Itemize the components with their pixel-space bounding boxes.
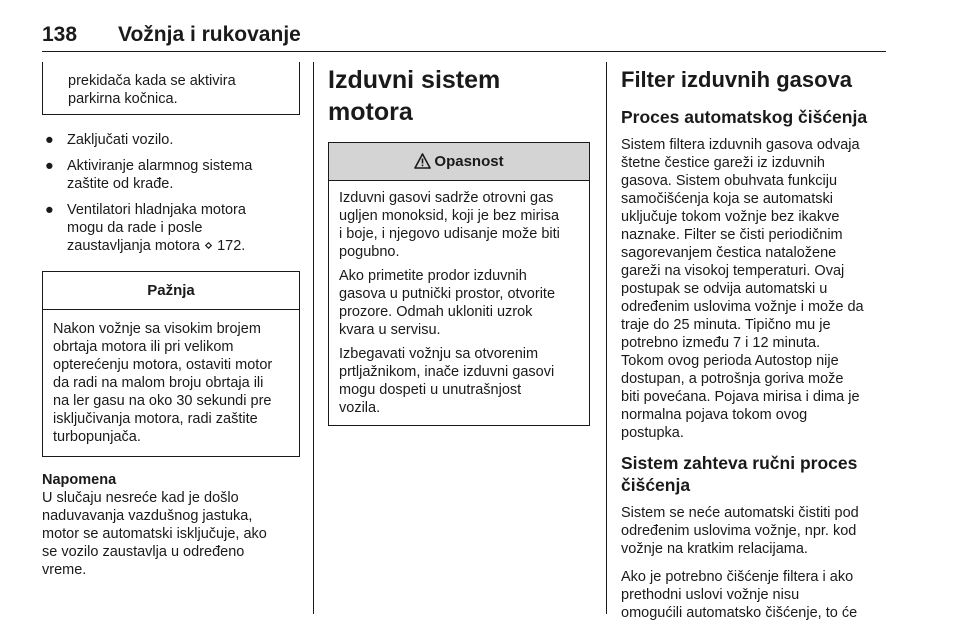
text-line: Ako je potrebno čišćenje filtera i ako	[621, 569, 854, 585]
text-line: određenim uslovima vožnje, npr. kod	[621, 523, 857, 539]
text-line: prozore. Odmah ukloniti uzrok	[339, 304, 533, 320]
text-line: zaustavljanja motora ⋄ 172.	[67, 238, 246, 254]
danger-box	[328, 142, 590, 426]
list-item	[42, 131, 300, 149]
text-line: vožnje na kratkim relacijama.	[621, 541, 808, 557]
note-title: Napomena	[42, 472, 117, 488]
text-line: isključivanja motora, radi zaštite	[53, 411, 258, 427]
header-rule	[42, 51, 886, 52]
text-line: čišćenja	[621, 475, 691, 495]
text-line: mogu dospeti u unutrašnjost	[339, 382, 522, 398]
text-line: gareži na visokoj temperaturi. Ovaj	[621, 263, 845, 279]
text-line: prekidača kada se aktivira	[68, 73, 236, 89]
page-number: 138	[42, 23, 78, 46]
text-line: prtljažnikom, inače izduvni gasovi	[339, 364, 555, 380]
text-line: naznake. Filter se čisti periodičnim	[621, 227, 843, 243]
text-line: gasova. Sistem obuhvata funkciju	[621, 173, 838, 189]
column-right	[621, 62, 889, 632]
caution-body	[43, 310, 299, 456]
bullet-icon: ●	[45, 132, 54, 148]
text-line: vreme.	[42, 562, 87, 578]
text-line: postupka.	[621, 425, 684, 441]
text-line: zaštite od krađe.	[67, 176, 174, 192]
text-line: vozila.	[339, 400, 381, 416]
text-line: da radi na malom broju obrtaja ili	[53, 375, 264, 391]
text-line: parkirna kočnica.	[68, 91, 178, 107]
text-line: gasova u putnički prostor, otvorite	[339, 286, 556, 302]
column-divider	[606, 62, 607, 614]
column-left	[42, 62, 300, 579]
text-line: Sistem filtera izduvnih gasova odvaja	[621, 137, 860, 153]
text-line: opterećenju motora, ostaviti motor	[53, 357, 273, 373]
section-heading: Izduvni sistem motora	[328, 66, 501, 126]
text-line: potrebno između 7 i 12 minuta.	[621, 335, 821, 351]
text-line: Izbegavati vožnju sa otvorenim	[339, 346, 539, 362]
text-line: obrtaja motora ili pri velikom	[53, 339, 234, 355]
text-line: biti povećana. Pojava mirisa i dima je	[621, 389, 860, 405]
text-line: na ler gasu na oko 30 sekundi pre	[53, 393, 272, 409]
text-line: uključuje tokom vožnje bez ikakve	[621, 209, 840, 225]
text-line: prethodni uslovi vožnje nisu	[621, 587, 800, 603]
running-title: Vožnja i rukovanje	[118, 23, 301, 46]
text-line: normalna pojava tokom ovog	[621, 407, 808, 423]
danger-header	[329, 143, 589, 181]
text-line: ugljen monoksid, koji je bez mirisa	[339, 208, 560, 224]
paragraph	[621, 568, 889, 622]
text-line: se vozilo zaustavlja u određeno	[42, 544, 245, 560]
text-line: omogućili automatsko čišćenje, to će	[621, 605, 858, 621]
text-line: samočišćenja koja se automatski	[621, 191, 833, 207]
text-line: turbopunjača.	[53, 429, 141, 445]
text-line: U slučaju nesreće kad je došlo	[42, 490, 239, 506]
bullet-icon: ●	[45, 158, 54, 174]
caution-title: Pažnja	[43, 272, 299, 310]
text-line: kvara u servisu.	[339, 322, 441, 338]
text-line: Tokom ovog perioda Autostop nije	[621, 353, 839, 369]
page-header	[42, 18, 886, 52]
paragraph	[339, 189, 581, 261]
text-line: određenim uslovima vožnje i može da	[621, 299, 864, 315]
text-line: štetne čestice gareži iz izduvnih	[621, 155, 825, 171]
section-heading: Filter izduvnih gasova	[621, 67, 853, 92]
text-line: Ako primetite prodor izduvnih	[339, 268, 527, 284]
column-middle	[328, 62, 590, 426]
text-line: Izduvni gasovi sadrže otrovni gas	[339, 190, 554, 206]
list-item	[42, 201, 300, 255]
text-line: Aktiviranje alarmnog sistema	[67, 158, 253, 174]
warning-triangle-icon	[414, 146, 431, 183]
danger-title: Opasnost	[434, 153, 504, 170]
text-line: pogubno.	[339, 244, 400, 260]
danger-body	[329, 181, 589, 425]
text-line: mogu da rade i posle	[67, 220, 203, 236]
subsection-heading: Proces automatskog čišćenja	[621, 107, 868, 127]
text-line: Nakon vožnje sa visokim brojem	[53, 321, 261, 337]
text-line: dostupan, a potrošnja goriva može	[621, 371, 844, 387]
continued-note-box	[42, 62, 300, 115]
list-item	[42, 157, 300, 193]
paragraph	[621, 136, 889, 442]
text-line: sagorevanjem čestica nataložene	[621, 245, 837, 261]
bullet-list	[42, 131, 300, 255]
subsection-heading	[621, 452, 889, 496]
column-divider	[313, 62, 314, 614]
text-line: postupak se odvija automatski u	[621, 281, 828, 297]
text-line: Sistem se neće automatski čistiti pod	[621, 505, 859, 521]
text-line: naduvavanja vazdušnog jastuka,	[42, 508, 253, 524]
bullet-icon: ●	[45, 202, 54, 218]
note-section	[42, 471, 300, 579]
text-line: motor se automatski isključuje, ako	[42, 526, 267, 542]
text-line: i boje, i njegovo udisanje može biti	[339, 226, 560, 242]
text-line: Sistem zahteva ručni proces	[621, 453, 858, 473]
text-line: Zaključati vozilo.	[67, 132, 174, 148]
paragraph	[339, 345, 581, 417]
paragraph	[621, 504, 889, 558]
text-line: Ventilatori hladnjaka motora	[67, 202, 246, 218]
text-line: traje do 25 minuta. Tipično mu je	[621, 317, 831, 333]
caution-box	[42, 271, 300, 457]
paragraph	[339, 267, 581, 339]
